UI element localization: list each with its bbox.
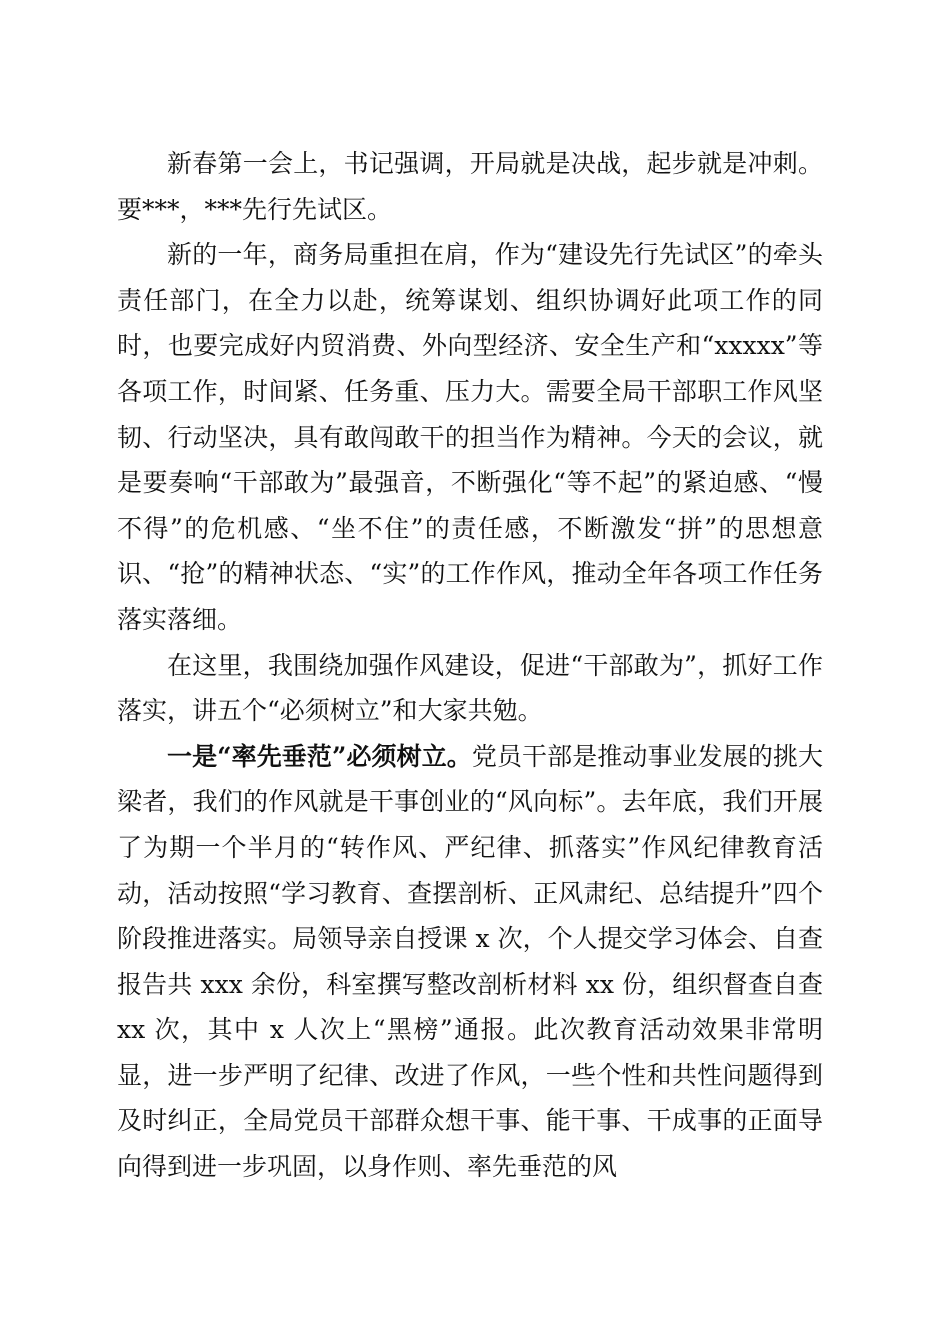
paragraph-new-year bbox=[117, 232, 823, 642]
paragraph-intro-five bbox=[117, 643, 823, 734]
paragraph-text: 新春第一会上，书记强调，开局就是决战，起步就是冲刺。要***，***先行先试区。 bbox=[117, 149, 823, 224]
paragraph-point-one bbox=[117, 734, 823, 1190]
paragraph-text: 在这里，我围绕加强作风建设，促进“干部敢为”，抓好工作落实，讲五个“必须树立”和大家共勉。 bbox=[117, 650, 823, 726]
document-body bbox=[117, 141, 823, 1190]
paragraph-text: 党员干部是推动事业发展的挑大梁者，我们的作风就是干事创业的“风向标”。去年底，我们开展了为期一个半月的“转作风、严纪律、抓落实”作风纪律教育活动，活动按照“学习教育、查摆剖析、正风肃纪、总结提升”四个阶段推进落实。局领导亲自授课 x 次，个人提交学习体会、自查报告共 xxx 余份，科室撰写整改剖析材料 xx 份，组织督查自查 xx 次，其中 x 人次上“黑榜”通报。此次教育活动效果非常明显，进一步严明了纪律、改进了作风，一些个性和共性问题得到及时纠正，全局党员干部群众想干事、能干事、干成事的正面导向得到进一步巩固，以身作则、率先垂范的风 bbox=[117, 741, 823, 1182]
paragraph-lead-heading: 一是“率先垂范”必须树立。 bbox=[167, 741, 472, 771]
paragraph-text: 新的一年，商务局重担在肩，作为“建设先行先试区”的牵头责任部门，在全力以赴，统筹谋划、组织协调好此项工作的同时，也要完成好内贸消费、外向型经济、安全生产和“xxxxx”等各项工作，时间紧、任务重、压力大。需要全局干部职工作风坚韧、行动坚决，具有敢闯敢干的担当作为精神。今天的会议，就是要奏响“干部敢为”最强音，不断强化“等不起”的紧迫感、“慢不得”的危机感、“坐不住”的责任感，不断激发“拼”的思想意识、“抢”的精神状态、“实”的工作作风，推动全年各项工作任务落实落细。 bbox=[117, 240, 823, 634]
paragraph-opening bbox=[117, 141, 823, 232]
